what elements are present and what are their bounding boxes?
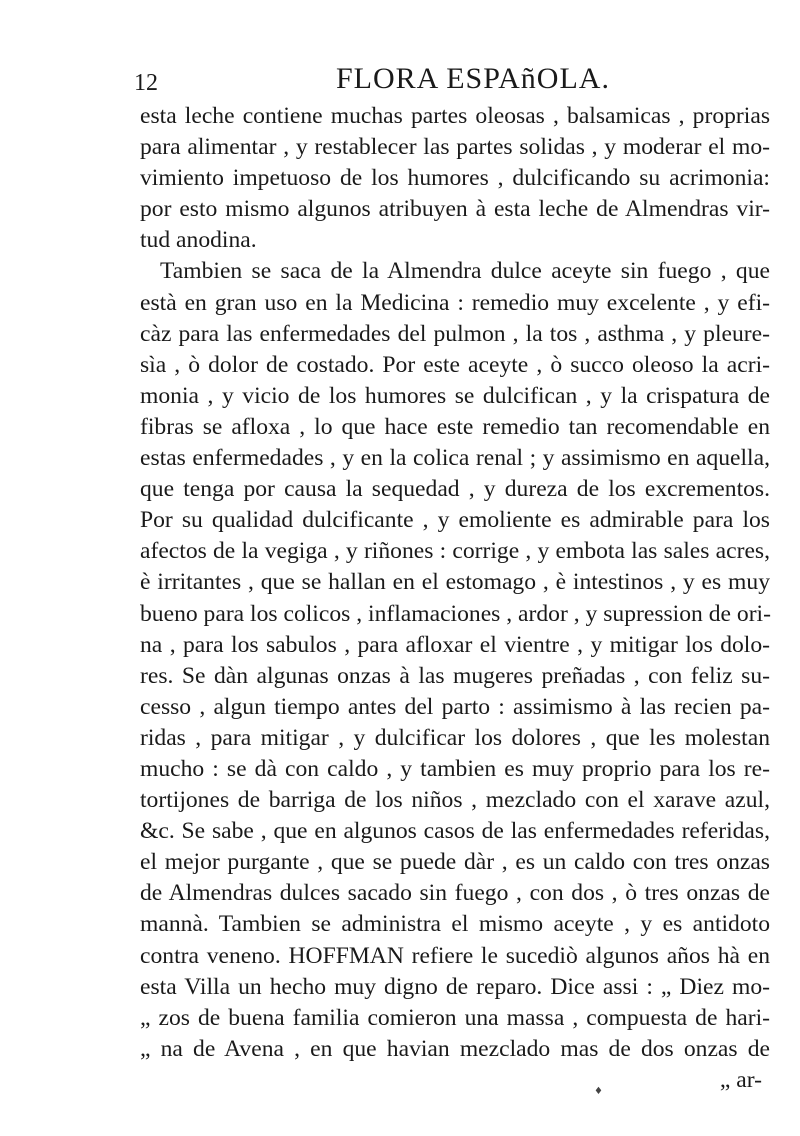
printer-mark: ♦ xyxy=(594,1086,603,1097)
text-line: fibras se afloxa , lo que hace este remedio tan recomendable en xyxy=(140,413,770,440)
text-line: „ na de Avena , en que havian mezclado mas de dos onzas de xyxy=(140,1035,770,1062)
text-line: monia , y vicio de los humores se dulcifican , y la crispatura de xyxy=(140,382,770,409)
text-line: càz para las enfermedades del pulmon , la tos , asthma , y pleure- xyxy=(140,320,770,347)
text-line: na , para los sabulos , para afloxar el vientre , y mitigar los dolo- xyxy=(140,631,770,658)
text-line: contra veneno. HOFFMAN refiere le sucediò algunos años hà en xyxy=(140,942,770,969)
text-line: mannà. Tambien se administra el mismo aceyte , y es antidoto xyxy=(140,911,770,938)
text-line: de Almendras dulces sacado sin fuego , con dos , ò tres onzas de xyxy=(140,880,770,907)
running-head: FLORA ESPAñOLA. xyxy=(336,62,610,95)
page-header xyxy=(126,62,766,102)
text-line: para alimentar , y restablecer las partes solidas , y moderar el mo- xyxy=(140,134,770,161)
text-line: afectos de la vegiga , y riñones : corrige , y embota las sales acres, xyxy=(140,538,770,565)
page-number: 12 xyxy=(134,70,158,96)
text-line: mucho : se dà con caldo , y tambien es muy proprio para los re- xyxy=(140,755,770,782)
catchword: „ ar- xyxy=(719,1066,762,1093)
text-line: res. Se dàn algunas onzas à las mugeres preñadas , con feliz su- xyxy=(140,662,770,689)
text-line: estas enfermedades , y en la colica renal ; y assimismo en aquella, xyxy=(140,445,770,472)
text-line: por esto mismo algunos atribuyen à esta leche de Almendras vir- xyxy=(140,196,770,223)
text-line: que tenga por causa la sequedad , y dureza de los excrementos. xyxy=(140,476,770,503)
text-line: è irritantes , que se hallan en el estomago , è intestinos , y es muy xyxy=(140,569,770,596)
text-line: sìa , ò dolor de costado. Por este aceyte , ò succo oleoso la acri- xyxy=(140,351,770,378)
text-line: cesso , algun tiempo antes del parto : assimismo à las recien pa- xyxy=(140,693,770,720)
text-line: Por su qualidad dulcificante , y emoliente es admirable para los xyxy=(140,507,770,534)
text-line: el mejor purgante , que se puede dàr , es un caldo con tres onzas xyxy=(140,849,770,876)
body-text xyxy=(140,101,770,1096)
text-line: vimiento impetuoso de los humores , dulcificando su acrimonia: xyxy=(140,165,770,192)
text-line: tud anodina. xyxy=(140,227,257,254)
text-line: bueno para los colicos , inflamaciones , ardor , y supression de ori- xyxy=(140,600,771,627)
text-line: està en gran uso en la Medicina : remedio muy excelente , y efi- xyxy=(140,289,770,316)
text-line: Tambien se saca de la Almendra dulce aceyte sin fuego , que xyxy=(160,258,770,285)
text-line: &c. Se sabe , que en algunos casos de las enfermedades referidas, xyxy=(140,818,770,845)
text-line: ridas , para mitigar , y dulcificar los dolores , que les molestan xyxy=(140,724,770,751)
text-line: tortijones de barriga de los niños , mezclado con el xarave azul, xyxy=(140,787,770,814)
text-line: esta leche contiene muchas partes oleosas , balsamicas , proprias xyxy=(140,103,770,129)
text-line: „ zos de buena familia comieron una massa , compuesta de hari- xyxy=(140,1004,770,1031)
text-line: esta Villa un hecho muy digno de reparo. Dice assi : „ Diez mo- xyxy=(140,973,770,1000)
